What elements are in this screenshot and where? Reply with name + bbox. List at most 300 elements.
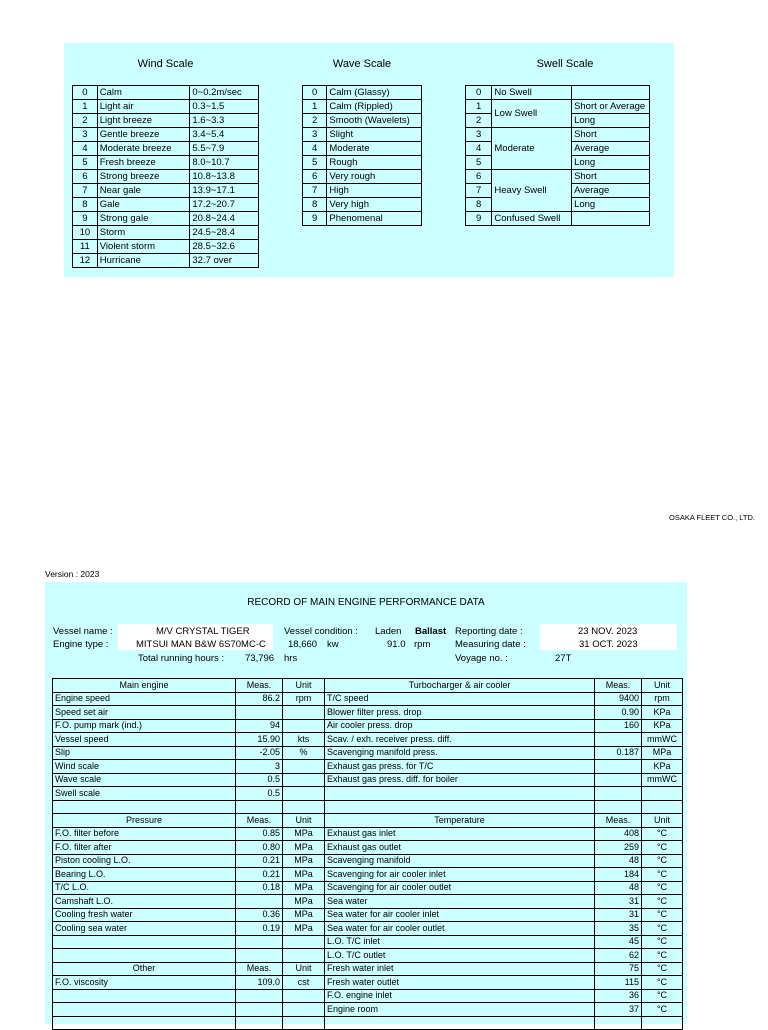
engine-data-row: [53, 935, 683, 949]
swell-scale-category: Moderate: [492, 128, 572, 170]
engine-data-row: [53, 706, 683, 720]
wind-scale-description: Gale: [97, 198, 190, 212]
right-measurement-value: 184: [595, 868, 642, 882]
wind-scale-description: Calm: [97, 86, 190, 100]
left-unit: %: [283, 746, 325, 760]
right-unit: °C: [642, 908, 683, 922]
engine-data-row: [53, 962, 683, 976]
right-unit: °C: [642, 841, 683, 855]
wind-scale-row: [73, 86, 259, 100]
right-parameter-name: L.O. T/C outlet: [325, 949, 595, 963]
wind-scale-row: [73, 128, 259, 142]
wave-scale-row: [303, 212, 422, 226]
engine-data-row: [53, 719, 683, 733]
wind-scale-number: 4: [73, 142, 98, 156]
wave-scale-number: 3: [303, 128, 327, 142]
engine-data-row: [53, 814, 683, 828]
right-parameter-name: T/C speed: [325, 692, 595, 706]
left-unit: MPa: [283, 895, 325, 909]
engine-data-row: [53, 827, 683, 841]
left-parameter-name: T/C L.O.: [53, 881, 236, 895]
right-meas-header: Meas.: [595, 814, 642, 828]
right-unit: °C: [642, 935, 683, 949]
left-measurement-value: [236, 949, 283, 963]
right-parameter-name: Exhaust gas press. for T/C: [325, 760, 595, 774]
wind-scale-number: 11: [73, 240, 98, 254]
wave-scale-number: 8: [303, 198, 327, 212]
left-parameter-name: F.O. filter after: [53, 841, 236, 855]
wind-scale-row: [73, 240, 259, 254]
left-parameter-name: Cooling fresh water: [53, 908, 236, 922]
right-unit: mmWC: [642, 733, 683, 747]
total-hours-unit: hrs: [284, 653, 298, 664]
swell-scale-number: 1: [466, 100, 492, 114]
left-unit: MPa: [283, 841, 325, 855]
wind-scale-speed: 17.2~20.7: [190, 198, 259, 212]
left-meas-header: Meas.: [236, 962, 283, 976]
right-measurement-value: 37: [595, 1003, 642, 1017]
wind-scale-speed: 13.9~17.1: [190, 184, 259, 198]
right-parameter-name: Exhaust gas outlet: [325, 841, 595, 855]
wave-scale-row: [303, 198, 422, 212]
right-parameter-name: Exhaust gas inlet: [325, 827, 595, 841]
wind-scale-speed: 0~0.2m/sec: [190, 86, 259, 100]
right-unit: °C: [642, 989, 683, 1003]
right-unit: °C: [642, 976, 683, 990]
wind-scale-description: Strong breeze: [97, 170, 190, 184]
right-unit: °C: [642, 868, 683, 882]
voyage-no-label: Voyage no. :: [455, 653, 508, 664]
right-measurement-value: 9400: [595, 692, 642, 706]
left-measurement-value: 94: [236, 719, 283, 733]
record-title: RECORD OF MAIN ENGINE PERFORMANCE DATA: [247, 597, 485, 608]
left-unit-header: Unit: [283, 814, 325, 828]
left-parameter-name: F.O. pump mark (ind.): [53, 719, 236, 733]
engine-type-value: MITSUI MAN B&W 6S70MC-C: [136, 639, 266, 650]
engine-power-unit: kw: [327, 639, 339, 650]
wind-scale-number: 3: [73, 128, 98, 142]
left-unit-header: Unit: [283, 962, 325, 976]
left-parameter-name: [53, 949, 236, 963]
wave-scale-number: 1: [303, 100, 327, 114]
left-measurement-value: 0.19: [236, 922, 283, 936]
wave-scale-number: 9: [303, 212, 327, 226]
wind-scale-row: [73, 170, 259, 184]
swell-scale-row: [466, 170, 650, 184]
left-unit: MPa: [283, 827, 325, 841]
right-parameter-name: F.O. engine inlet: [325, 989, 595, 1003]
left-unit: MPa: [283, 881, 325, 895]
swell-scale-length: Short: [572, 128, 650, 142]
swell-scale-length: Short: [572, 170, 650, 184]
wind-scale-row: [73, 198, 259, 212]
swell-scale-number: 4: [466, 142, 492, 156]
wind-scale-speed: 5.5~7.9: [190, 142, 259, 156]
left-measurement-value: 3: [236, 760, 283, 774]
right-measurement-value: 31: [595, 895, 642, 909]
left-unit: [283, 949, 325, 963]
swell-scale-length: Long: [572, 156, 650, 170]
wave-scale-description: Moderate: [327, 142, 422, 156]
right-measurement-value: 75: [595, 962, 642, 976]
left-measurement-value: 109.0: [236, 976, 283, 990]
right-measurement-value: [595, 733, 642, 747]
wave-scale-description: Calm (Rippled): [327, 100, 422, 114]
swell-scale-length: Long: [572, 198, 650, 212]
wind-scale-description: Strong gale: [97, 212, 190, 226]
wind-scale-description: Light breeze: [97, 114, 190, 128]
wave-scale-number: 4: [303, 142, 327, 156]
wind-scale-row: [73, 254, 259, 268]
left-measurement-value: 0.5: [236, 773, 283, 787]
wind-scale-description: Fresh breeze: [97, 156, 190, 170]
engine-data-row: [53, 949, 683, 963]
left-unit: [283, 935, 325, 949]
engine-data-row: [53, 976, 683, 990]
right-parameter-name: Sea water for air cooler inlet: [325, 908, 595, 922]
right-parameter-name: L.O. T/C inlet: [325, 935, 595, 949]
wind-scale-description: Violent storm: [97, 240, 190, 254]
right-parameter-name: Air cooler press. drop: [325, 719, 595, 733]
wind-scale-number: 6: [73, 170, 98, 184]
swell-scale-length: Short or Average: [572, 100, 650, 114]
wind-scale-row: [73, 142, 259, 156]
wave-scale-description: Rough: [327, 156, 422, 170]
right-parameter-name: [325, 800, 595, 814]
swell-scale-table: [465, 85, 650, 226]
swell-scale-row: [466, 100, 650, 114]
swell-scale-length: [572, 212, 650, 226]
right-empty-cell: [642, 1016, 683, 1030]
right-section-header: Turbocharger & air cooler: [325, 679, 595, 693]
right-parameter-name: Fresh water inlet: [325, 962, 595, 976]
wind-scale-description: Storm: [97, 226, 190, 240]
swell-scale-category: Confused Swell: [492, 212, 572, 226]
left-parameter-name: F.O. viscosity: [53, 976, 236, 990]
engine-data-row: [53, 989, 683, 1003]
right-parameter-name: Sea water for air cooler outlet: [325, 922, 595, 936]
left-parameter-name: [53, 1016, 236, 1030]
company-name: OSAKA FLEET CO., LTD.: [669, 513, 755, 522]
left-parameter-name: Cooling sea water: [53, 922, 236, 936]
swell-scale-row: [466, 86, 650, 100]
wind-scale-description: Hurricane: [97, 254, 190, 268]
swell-scale-row: [466, 128, 650, 142]
left-unit: [283, 719, 325, 733]
right-measurement-value: 48: [595, 854, 642, 868]
wind-scale-number: 2: [73, 114, 98, 128]
left-measurement-value: [236, 706, 283, 720]
left-measurement-value: 0.36: [236, 908, 283, 922]
engine-type-label: Engine type :: [53, 639, 109, 650]
right-measurement-value: [595, 760, 642, 774]
left-parameter-name: Engine speed: [53, 692, 236, 706]
wind-scale-number: 7: [73, 184, 98, 198]
right-unit: KPa: [642, 760, 683, 774]
swell-scale-number: 0: [466, 86, 492, 100]
wind-scale-number: 12: [73, 254, 98, 268]
wave-scale-description: High: [327, 184, 422, 198]
right-unit: mmWC: [642, 773, 683, 787]
left-measurement-value: 0.5: [236, 787, 283, 801]
left-measurement-value: [236, 895, 283, 909]
wind-scale-row: [73, 184, 259, 198]
right-measurement-value: 48: [595, 881, 642, 895]
wave-scale-row: [303, 156, 422, 170]
right-unit: [642, 787, 683, 801]
engine-data-row: [53, 854, 683, 868]
right-parameter-name: Scavenging for air cooler outlet: [325, 881, 595, 895]
engine-data-row: [53, 895, 683, 909]
wind-scale-description: Moderate breeze: [97, 142, 190, 156]
total-hours-label: Total running hours :: [138, 653, 225, 664]
swell-scale-length: Average: [572, 184, 650, 198]
swell-scale-row: [466, 212, 650, 226]
right-measurement-value: 45: [595, 935, 642, 949]
right-unit: [642, 800, 683, 814]
right-measurement-value: 160: [595, 719, 642, 733]
left-measurement-value: -2.05: [236, 746, 283, 760]
wind-scale-speed: 24.5~28.4: [190, 226, 259, 240]
left-unit: MPa: [283, 868, 325, 882]
engine-data-row: [53, 800, 683, 814]
left-unit-header: Unit: [283, 679, 325, 693]
swell-scale-category: Heavy Swell: [492, 170, 572, 212]
right-unit: °C: [642, 881, 683, 895]
wave-scale-number: 5: [303, 156, 327, 170]
right-unit: °C: [642, 827, 683, 841]
swell-scale-number: 5: [466, 156, 492, 170]
swell-scale-number: 9: [466, 212, 492, 226]
right-measurement-value: 408: [595, 827, 642, 841]
right-parameter-name: Scav. / exh. receiver press. diff.: [325, 733, 595, 747]
wind-scale-number: 5: [73, 156, 98, 170]
engine-data-row: [53, 746, 683, 760]
right-parameter-name: Fresh water outlet: [325, 976, 595, 990]
right-unit: °C: [642, 895, 683, 909]
engine-data-row: [53, 1003, 683, 1017]
right-section-header: Temperature: [325, 814, 595, 828]
wind-scale-number: 8: [73, 198, 98, 212]
right-parameter-name: Engine room: [325, 1003, 595, 1017]
right-unit: MPa: [642, 746, 683, 760]
right-unit: °C: [642, 962, 683, 976]
left-unit: MPa: [283, 922, 325, 936]
engine-data-row: [53, 922, 683, 936]
vessel-name-label: Vessel name :: [53, 626, 113, 637]
left-section-header: Pressure: [53, 814, 236, 828]
engine-data-row: [53, 908, 683, 922]
left-parameter-name: Wave scale: [53, 773, 236, 787]
voyage-no-value: 27T: [555, 653, 572, 664]
wave-scale-title: Wave Scale: [332, 58, 392, 70]
right-measurement-value: 62: [595, 949, 642, 963]
wind-scale-number: 1: [73, 100, 98, 114]
wind-scale-speed: 3.4~5.4: [190, 128, 259, 142]
engine-data-row: [53, 868, 683, 882]
right-unit: °C: [642, 922, 683, 936]
right-parameter-name: Exhaust gas press. diff. for boiler: [325, 773, 595, 787]
right-parameter-name: Scavenging for air cooler inlet: [325, 868, 595, 882]
left-measurement-value: 86.2: [236, 692, 283, 706]
left-unit: [283, 1016, 325, 1030]
wave-scale-row: [303, 142, 422, 156]
left-section-header: Main engine: [53, 679, 236, 693]
right-unit: KPa: [642, 706, 683, 720]
left-unit: cst: [283, 976, 325, 990]
left-parameter-name: [53, 800, 236, 814]
wave-scale-row: [303, 86, 422, 100]
right-measurement-value: 36: [595, 989, 642, 1003]
wind-scale-row: [73, 100, 259, 114]
right-unit: °C: [642, 854, 683, 868]
wave-scale-row: [303, 114, 422, 128]
left-unit: [283, 773, 325, 787]
left-meas-header: Meas.: [236, 814, 283, 828]
right-unit: KPa: [642, 719, 683, 733]
right-parameter-name: Scavenging manifold: [325, 854, 595, 868]
left-parameter-name: Wind scale: [53, 760, 236, 774]
wind-scale-row: [73, 212, 259, 226]
left-parameter-name: Bearing L.O.: [53, 868, 236, 882]
left-parameter-name: Swell scale: [53, 787, 236, 801]
right-empty-cell: [325, 1016, 595, 1030]
right-measurement-value: 35: [595, 922, 642, 936]
wind-scale-speed: 0.3~1.5: [190, 100, 259, 114]
swell-scale-category: No Swell: [492, 86, 572, 100]
left-unit: [283, 787, 325, 801]
engine-data-row: [53, 733, 683, 747]
left-parameter-name: Piston cooling L.O.: [53, 854, 236, 868]
right-unit: °C: [642, 949, 683, 963]
wind-scale-number: 9: [73, 212, 98, 226]
vessel-condition-label: Vessel condition :: [284, 626, 358, 637]
swell-scale-length: [572, 86, 650, 100]
left-unit: rpm: [283, 692, 325, 706]
left-measurement-value: 0.18: [236, 881, 283, 895]
total-hours-value: 73,796: [245, 653, 275, 664]
swell-scale-number: 6: [466, 170, 492, 184]
left-unit: [283, 989, 325, 1003]
wave-scale-description: Slight: [327, 128, 422, 142]
left-measurement-value: [236, 1003, 283, 1017]
right-measurement-value: [595, 773, 642, 787]
wind-scale-description: Light air: [97, 100, 190, 114]
right-measurement-value: 115: [595, 976, 642, 990]
vessel-name-value: M/V CRYSTAL TIGER: [156, 626, 250, 637]
wind-scale-speed: 20.8~24.4: [190, 212, 259, 226]
swell-scale-title: Swell Scale: [536, 58, 594, 70]
right-parameter-name: Sea water: [325, 895, 595, 909]
engine-data-row: [53, 679, 683, 693]
left-measurement-value: [236, 989, 283, 1003]
swell-scale-number: 2: [466, 114, 492, 128]
left-unit: MPa: [283, 854, 325, 868]
right-measurement-value: 0.187: [595, 746, 642, 760]
right-measurement-value: 0.90: [595, 706, 642, 720]
right-unit: °C: [642, 1003, 683, 1017]
swell-scale-length: Average: [572, 142, 650, 156]
left-measurement-value: 0.80: [236, 841, 283, 855]
engine-data-row: [53, 773, 683, 787]
wave-scale-description: Calm (Glassy): [327, 86, 422, 100]
engine-rpm-unit: rpm: [414, 639, 431, 650]
left-unit: [283, 800, 325, 814]
wave-scale-row: [303, 128, 422, 142]
swell-scale-number: 8: [466, 198, 492, 212]
wind-scale-speed: 32.7 over: [190, 254, 259, 268]
right-parameter-name: Scavenging manifold press.: [325, 746, 595, 760]
wave-scale-table: [302, 85, 422, 226]
right-parameter-name: [325, 787, 595, 801]
engine-data-row: [53, 692, 683, 706]
swell-scale-number: 7: [466, 184, 492, 198]
swell-scale-length: Long: [572, 114, 650, 128]
wave-scale-row: [303, 100, 422, 114]
wave-scale-description: Very rough: [327, 170, 422, 184]
left-measurement-value: 0.21: [236, 854, 283, 868]
wind-scale-speed: 10.8~13.8: [190, 170, 259, 184]
wind-scale-table: [72, 85, 259, 268]
right-unit-header: Unit: [642, 814, 683, 828]
wave-scale-description: Phenomenal: [327, 212, 422, 226]
right-parameter-name: Blower filter press. drop: [325, 706, 595, 720]
measuring-date-label: Measuring date :: [455, 639, 526, 650]
wind-scale-number: 0: [73, 86, 98, 100]
wave-scale-number: 0: [303, 86, 327, 100]
engine-data-row: [53, 787, 683, 801]
left-parameter-name: Camshaft L.O.: [53, 895, 236, 909]
left-measurement-value: 15.90: [236, 733, 283, 747]
condition-ballast: Ballast: [415, 626, 447, 637]
left-unit: kts: [283, 733, 325, 747]
wave-scale-number: 2: [303, 114, 327, 128]
wave-scale-number: 6: [303, 170, 327, 184]
reporting-date-label: Reporting date :: [455, 626, 523, 637]
wave-scale-row: [303, 170, 422, 184]
right-measurement-value: 31: [595, 908, 642, 922]
wind-scale-row: [73, 226, 259, 240]
right-measurement-value: [595, 787, 642, 801]
right-empty-cell: [595, 1016, 642, 1030]
left-measurement-value: 0.21: [236, 868, 283, 882]
wind-scale-number: 10: [73, 226, 98, 240]
engine-data-row: [53, 841, 683, 855]
left-parameter-name: Slip: [53, 746, 236, 760]
engine-rpm-value: 91.0: [387, 639, 406, 650]
left-parameter-name: F.O. filter before: [53, 827, 236, 841]
left-unit: [283, 1003, 325, 1017]
wind-scale-speed: 28.5~32.6: [190, 240, 259, 254]
version-label: Version : 2023: [45, 569, 100, 579]
wave-scale-description: Very high: [327, 198, 422, 212]
engine-data-row: [53, 760, 683, 774]
engine-data-table: [52, 678, 683, 1030]
swell-scale-category: Low Swell: [492, 100, 572, 128]
engine-power-value: 18,660: [288, 639, 318, 650]
wave-scale-description: Smooth (Wavelets): [327, 114, 422, 128]
left-measurement-value: 0.85: [236, 827, 283, 841]
wind-scale-description: Gentle breeze: [97, 128, 190, 142]
left-measurement-value: [236, 935, 283, 949]
wind-scale-title: Wind Scale: [137, 58, 194, 70]
engine-data-row: [53, 881, 683, 895]
wind-scale-description: Near gale: [97, 184, 190, 198]
right-meas-header: Meas.: [595, 679, 642, 693]
condition-laden: Laden: [375, 626, 402, 637]
left-unit: [283, 706, 325, 720]
right-measurement-value: 259: [595, 841, 642, 855]
